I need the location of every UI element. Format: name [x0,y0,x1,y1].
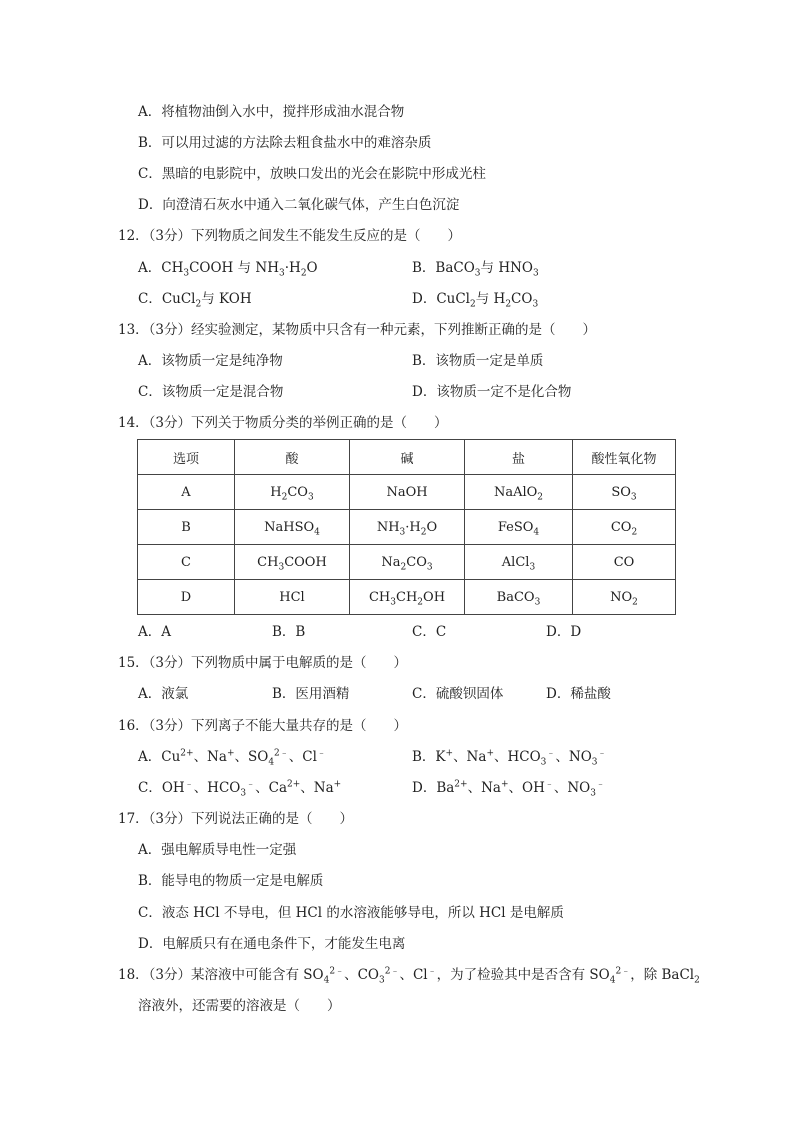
q13-stem: 13．（3分）经实验测定，某物质中只含有一种元素，下列推断正确的是（ ） [118,322,597,338]
table-cell: AlCl$_3$ [465,545,573,580]
table-cell: CO [573,545,676,580]
table-row [138,545,676,580]
q16-option-a: A．$Cu^{2+}$、Na+、$SO_4^{2﹣}$、Cl﹣ [138,748,326,768]
q16-option-b: B．K+、Na+、$HCO_3^﹣$、$NO_3^﹣$ [412,748,607,768]
q13-option-b: B．该物质一定是单质 [412,353,544,369]
q14-option-c: C．C [412,624,447,640]
q11-option-b: B．可以用过滤的方法除去粗食盐水中的难溶杂质 [138,135,432,151]
q11-option-d: D．向澄清石灰水中通入二氧化碳气体，产生白色沉淀 [138,197,460,213]
table-cell: $NO_2$ [573,580,676,615]
table-header-row [138,440,676,475]
header-cell: 酸性氧化物 [573,440,676,475]
header-cell: 酸 [235,440,350,475]
q17-option-b: B．能导电的物质一定是电解质 [138,873,324,889]
table-cell: BaCO$_3$ [465,580,573,615]
q15-option-c: C．硫酸钡固体 [412,686,504,702]
q13-option-d: D．该物质一定不是化合物 [412,384,572,400]
classification-table [137,439,676,615]
header-cell: 碱 [350,440,465,475]
q12-option-c: C．CuCl$_2$与 KOH [138,291,252,310]
table-cell: C [138,545,235,580]
table-cell: NaOH [350,475,465,510]
q12-option-d: D．CuCl$_2$与 $H_2CO_3$ [412,291,539,310]
table-row [138,580,676,615]
q17-option-d: D．电解质只有在通电条件下，才能发生电离 [138,936,406,952]
q17-stem: 17．（3分）下列说法正确的是（ ） [118,811,354,827]
table-cell: D [138,580,235,615]
table-cell: B [138,510,235,545]
q15-option-d: D．稀盐酸 [546,686,611,702]
table-cell: $NH_3\cdot H_2O$ [350,510,465,545]
table-cell: HCl [235,580,350,615]
table-cell: FeSO$_4$ [465,510,573,545]
q18-stem-line2: 溶液外，还需要的溶液是（ ） [138,998,341,1014]
table-cell: NaHSO$_4$ [235,510,350,545]
q16-option-c: C．OH﹣、$HCO_3^﹣$、$Ca^{2+}$、Na+ [138,779,342,799]
header-cell: 盐 [465,440,573,475]
table-cell: $H_2CO_3$ [235,475,350,510]
q13-option-a: A．该物质一定是纯净物 [138,353,283,369]
q11-option-a: A．将植物油倒入水中，搅拌形成油水混合物 [138,104,405,120]
table-cell: $SO_3$ [573,475,676,510]
q14-option-a: A．A [138,624,171,640]
header-cell: 选项 [138,440,235,475]
q13-option-c: C．该物质一定是混合物 [138,384,284,400]
q12-stem: 12．（3分）下列物质之间发生不能发生反应的是（ ） [118,228,462,244]
q14-stem: 14．（3分）下列关于物质分类的举例正确的是（ ） [118,415,448,431]
q15-option-a: A．液氯 [138,686,189,702]
q16-stem: 16．（3分）下列离子不能大量共存的是（ ） [118,718,408,734]
q15-stem: 15．（3分）下列物质中属于电解质的是（ ） [118,655,408,671]
table-cell: $CO_2$ [573,510,676,545]
q17-option-c: C．液态 HCl 不导电，但 HCl 的水溶液能够导电，所以 HCl 是电解质 [138,905,564,921]
q11-option-c: C．黑暗的电影院中，放映口发出的光会在影院中形成光柱 [138,166,486,182]
q17-option-a: A．强电解质导电性一定强 [138,842,297,858]
q12-option-b: B．BaCO$_3$与 $HNO_3$ [412,260,539,279]
table-cell: $CH_3CH_2OH$ [350,580,465,615]
table-cell: NaAlO$_2$ [465,475,573,510]
q18-stem: 18．（3分）某溶液中可能含有 $SO_4^{2﹣}$、$CO_3^{2﹣}$、Cl﹣，为了检验其中是否含有 $SO_4^{2﹣}$，除 BaCl$_2$ [118,966,700,986]
q16-option-d: D．$Ba^{2+}$、Na+、OH﹣、$NO_3^﹣$ [412,779,605,799]
q14-option-b: B．B [272,624,306,640]
table-cell: $Na_2CO_3$ [350,545,465,580]
table-row [138,510,676,545]
q14-option-d: D．D [546,624,582,640]
table-cell: $CH_3COOH$ [235,545,350,580]
q15-option-b: B．医用酒精 [272,686,350,702]
q12-option-a: A．$CH_3COOH$ 与 $NH_3\cdot H_2O$ [138,260,318,279]
table-cell: A [138,475,235,510]
table-row [138,475,676,510]
